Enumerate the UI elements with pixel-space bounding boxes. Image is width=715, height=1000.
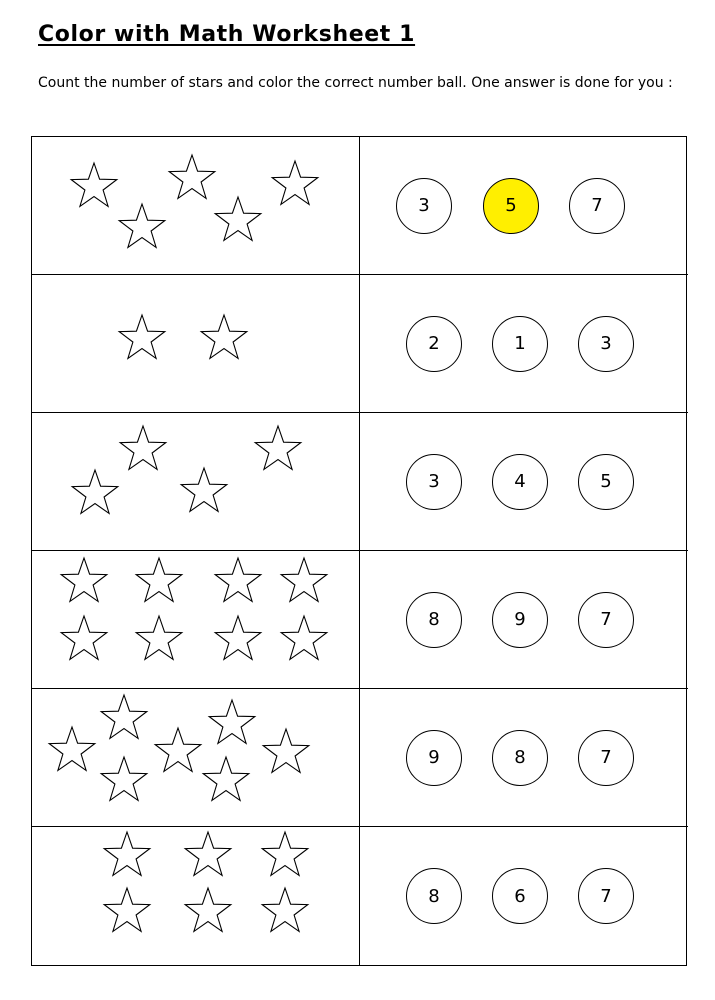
number-ball[interactable]: 9	[492, 592, 548, 648]
star-icon	[272, 161, 318, 204]
star-icon	[185, 888, 231, 931]
star-cell	[32, 137, 360, 275]
star-icon	[155, 728, 201, 771]
star-cell	[32, 551, 360, 689]
number-ball[interactable]: 1	[492, 316, 548, 372]
star-icon	[185, 832, 231, 875]
star-icon	[119, 315, 165, 358]
number-ball[interactable]: 3	[396, 178, 452, 234]
number-ball[interactable]: 7	[578, 592, 634, 648]
number-ball[interactable]: 5	[578, 454, 634, 510]
star-icon	[215, 197, 261, 240]
number-ball[interactable]: 7	[578, 730, 634, 786]
star-icon	[215, 616, 261, 659]
star-cell	[32, 275, 360, 413]
number-balls	[360, 413, 688, 550]
star-icon	[101, 757, 147, 800]
answer-cell	[360, 413, 688, 551]
star-group	[32, 689, 360, 826]
number-ball[interactable]: 7	[578, 868, 634, 924]
star-icon	[201, 315, 247, 358]
star-group	[32, 551, 360, 688]
worksheet-title: Color with Math Worksheet 1	[38, 22, 416, 47]
number-ball[interactable]: 2	[406, 316, 462, 372]
star-group	[32, 413, 360, 550]
star-icon	[49, 727, 95, 770]
number-balls	[360, 137, 688, 274]
answer-cell	[360, 689, 688, 827]
star-icon	[255, 426, 301, 469]
number-ball[interactable]: 8	[492, 730, 548, 786]
star-icon	[136, 616, 182, 659]
number-ball[interactable]: 6	[492, 868, 548, 924]
number-balls	[360, 827, 688, 965]
star-icon	[203, 757, 249, 800]
number-ball[interactable]: 8	[406, 592, 462, 648]
star-group	[32, 275, 360, 412]
star-icon	[215, 558, 261, 601]
star-icon	[120, 426, 166, 469]
answer-cell	[360, 275, 688, 413]
star-group	[32, 827, 360, 964]
star-icon	[104, 888, 150, 931]
number-balls	[360, 689, 688, 826]
star-cell	[32, 413, 360, 551]
star-icon	[119, 204, 165, 247]
star-icon	[72, 470, 118, 513]
number-ball[interactable]: 7	[569, 178, 625, 234]
star-icon	[71, 163, 117, 206]
answer-cell	[360, 827, 688, 965]
star-icon	[104, 832, 150, 875]
worksheet-grid	[31, 136, 687, 966]
star-icon	[262, 832, 308, 875]
star-icon	[281, 558, 327, 601]
number-balls	[360, 275, 688, 412]
star-icon	[262, 888, 308, 931]
star-icon	[61, 558, 107, 601]
number-ball[interactable]: 9	[406, 730, 462, 786]
number-balls	[360, 551, 688, 688]
number-ball[interactable]: 5	[483, 178, 539, 234]
answer-cell	[360, 137, 688, 275]
star-icon	[169, 155, 215, 198]
number-ball[interactable]: 3	[406, 454, 462, 510]
star-icon	[281, 616, 327, 659]
star-cell	[32, 827, 360, 965]
star-cell	[32, 689, 360, 827]
star-icon	[61, 616, 107, 659]
number-ball[interactable]: 4	[492, 454, 548, 510]
star-icon	[136, 558, 182, 601]
star-icon	[101, 695, 147, 738]
answer-cell	[360, 551, 688, 689]
star-icon	[263, 729, 309, 772]
star-icon	[181, 468, 227, 511]
star-group	[32, 137, 360, 274]
number-ball[interactable]: 8	[406, 868, 462, 924]
instructions-text: Count the number of stars and color the correct number ball. One answer is done for you :	[38, 75, 673, 91]
star-icon	[209, 700, 255, 743]
number-ball[interactable]: 3	[578, 316, 634, 372]
